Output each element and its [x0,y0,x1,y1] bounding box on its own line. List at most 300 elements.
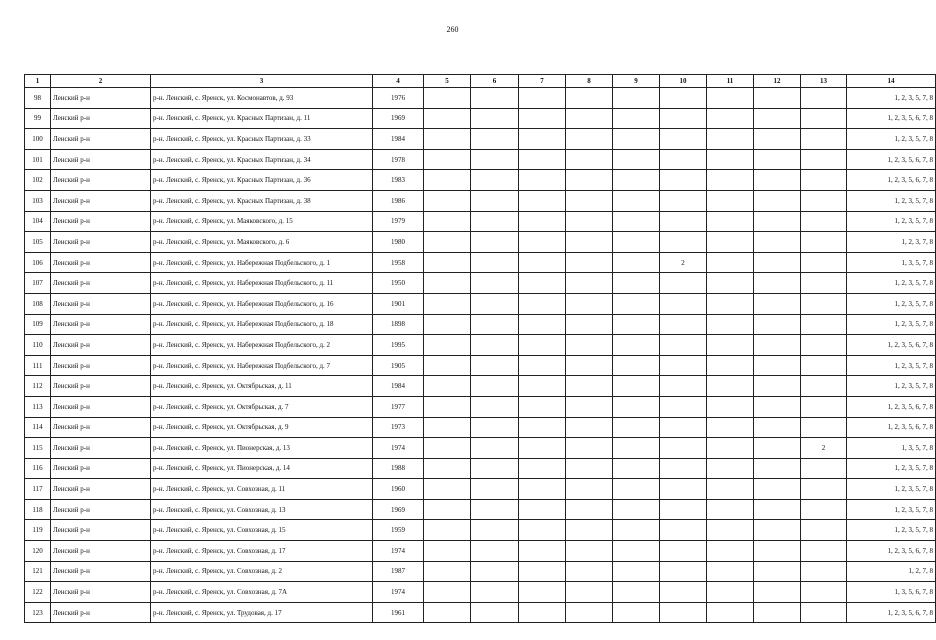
table-row [25,252,936,273]
cell-col-5 [424,232,471,253]
cell-col-11 [707,438,754,459]
cell-col-9 [613,541,660,562]
cell-col-10 [660,335,707,356]
cell-col-11 [707,293,754,314]
header-row [25,75,936,88]
cell-col-7 [519,252,566,273]
cell-address: р-н. Ленский, с. Яренск, ул. Красных Партизан, д. 36 [151,170,373,191]
cell-col-11 [707,211,754,232]
column-header-3: 3 [151,75,373,88]
cell-year: 1974 [373,438,424,459]
cell-col-9 [613,582,660,603]
cell-col-12 [754,396,801,417]
cell-address: р-н. Ленский, с. Яренск, ул. Пионерская, д. 14 [151,458,373,479]
cell-col-8 [566,190,613,211]
cell-row-number: 105 [25,232,51,253]
cell-row-number: 110 [25,335,51,356]
cell-col-6 [471,602,519,623]
cell-col-8 [566,232,613,253]
cell-col-6 [471,561,519,582]
table-row [25,458,936,479]
cell-district: Ленский р-н [51,376,151,397]
cell-district: Ленский р-н [51,252,151,273]
cell-col-13 [801,149,847,170]
cell-district: Ленский р-н [51,438,151,459]
cell-col-7 [519,355,566,376]
cell-col-8 [566,355,613,376]
cell-col-13 [801,335,847,356]
cell-row-number: 112 [25,376,51,397]
cell-col-8 [566,458,613,479]
cell-col-7 [519,211,566,232]
cell-col-7 [519,541,566,562]
cell-col-6 [471,417,519,438]
cell-row-number: 107 [25,273,51,294]
cell-district: Ленский р-н [51,108,151,129]
cell-col-9 [613,314,660,335]
cell-col-12 [754,108,801,129]
cell-col-10 [660,190,707,211]
cell-codes: 1, 2, 3, 7, 8 [847,232,936,253]
column-header-8: 8 [566,75,613,88]
cell-district: Ленский р-н [51,458,151,479]
cell-col-5 [424,458,471,479]
cell-row-number: 113 [25,396,51,417]
cell-col-7 [519,376,566,397]
cell-col-6 [471,211,519,232]
cell-address: р-н. Ленский, с. Яренск, ул. Маяковского, д. 15 [151,211,373,232]
cell-col-13 [801,252,847,273]
cell-col-9 [613,602,660,623]
cell-col-8 [566,479,613,500]
cell-row-number: 119 [25,520,51,541]
cell-col-8 [566,602,613,623]
cell-col-7 [519,273,566,294]
cell-col-6 [471,129,519,150]
cell-year: 1969 [373,108,424,129]
cell-row-number: 117 [25,479,51,500]
cell-col-10 [660,88,707,109]
table-row [25,438,936,459]
column-header-7: 7 [519,75,566,88]
cell-col-11 [707,335,754,356]
cell-col-13 [801,417,847,438]
cell-col-12 [754,499,801,520]
cell-district: Ленский р-н [51,232,151,253]
table-row [25,355,936,376]
cell-col-10 [660,293,707,314]
cell-col-11 [707,88,754,109]
cell-district: Ленский р-н [51,211,151,232]
cell-col-7 [519,396,566,417]
cell-col-7 [519,561,566,582]
cell-col-9 [613,458,660,479]
cell-col-5 [424,314,471,335]
cell-col-9 [613,211,660,232]
cell-col-12 [754,149,801,170]
cell-col-6 [471,314,519,335]
cell-col-8 [566,108,613,129]
cell-col-11 [707,541,754,562]
cell-col-10 [660,211,707,232]
cell-district: Ленский р-н [51,602,151,623]
cell-year: 1974 [373,541,424,562]
cell-col-12 [754,417,801,438]
cell-address: р-н. Ленский, с. Яренск, ул. Красных Партизан, д. 33 [151,129,373,150]
cell-year: 1986 [373,190,424,211]
cell-col-13 [801,314,847,335]
cell-year: 1901 [373,293,424,314]
cell-col-13: 2 [801,438,847,459]
cell-col-7 [519,417,566,438]
cell-col-10 [660,376,707,397]
cell-year: 1988 [373,458,424,479]
cell-year: 1950 [373,273,424,294]
cell-address: р-н. Ленский, с. Яренск, ул. Совхозная, д. 15 [151,520,373,541]
column-header-13: 13 [801,75,847,88]
cell-col-12 [754,479,801,500]
cell-year: 1979 [373,211,424,232]
cell-codes: 1, 2, 3, 5, 7, 8 [847,211,936,232]
cell-col-8 [566,293,613,314]
cell-address: р-н. Ленский, с. Яренск, ул. Красных Партизан, д. 11 [151,108,373,129]
table-row [25,129,936,150]
cell-codes: 1, 2, 3, 5, 6, 7, 8 [847,108,936,129]
cell-col-10 [660,499,707,520]
cell-col-10 [660,314,707,335]
cell-col-10 [660,108,707,129]
cell-district: Ленский р-н [51,541,151,562]
cell-year: 1974 [373,582,424,603]
cell-row-number: 116 [25,458,51,479]
table-row [25,273,936,294]
cell-col-11 [707,232,754,253]
page-number: 260 [446,25,459,34]
cell-codes: 1, 2, 3, 5, 6, 7, 8 [847,541,936,562]
table-row [25,417,936,438]
cell-row-number: 122 [25,582,51,603]
cell-col-13 [801,396,847,417]
cell-codes: 1, 2, 3, 5, 6, 7, 8 [847,149,936,170]
cell-col-7 [519,582,566,603]
cell-col-7 [519,335,566,356]
cell-col-9 [613,149,660,170]
cell-col-5 [424,293,471,314]
cell-col-11 [707,129,754,150]
column-header-5: 5 [424,75,471,88]
cell-col-10 [660,479,707,500]
cell-col-10 [660,458,707,479]
cell-col-6 [471,438,519,459]
table-row [25,88,936,109]
cell-col-13 [801,520,847,541]
cell-col-5 [424,541,471,562]
cell-col-12 [754,314,801,335]
cell-col-6 [471,88,519,109]
cell-col-10 [660,396,707,417]
column-header-1: 1 [25,75,51,88]
cell-col-6 [471,582,519,603]
cell-address: р-н. Ленский, с. Яренск, ул. Набережная Подбельского, д. 7 [151,355,373,376]
cell-district: Ленский р-н [51,314,151,335]
cell-col-5 [424,273,471,294]
cell-col-5 [424,499,471,520]
cell-col-12 [754,561,801,582]
cell-col-13 [801,108,847,129]
cell-col-8 [566,520,613,541]
cell-col-6 [471,170,519,191]
cell-year: 1959 [373,520,424,541]
cell-row-number: 99 [25,108,51,129]
cell-col-9 [613,561,660,582]
cell-codes: 1, 2, 3, 5, 6, 7, 8 [847,602,936,623]
cell-col-7 [519,602,566,623]
cell-col-6 [471,355,519,376]
cell-district: Ленский р-н [51,170,151,191]
cell-year: 1898 [373,314,424,335]
table-row [25,396,936,417]
column-header-12: 12 [754,75,801,88]
cell-col-11 [707,190,754,211]
cell-address: р-н. Ленский, с. Яренск, ул. Набережная Подбельского, д. 1 [151,252,373,273]
cell-col-11 [707,602,754,623]
cell-col-6 [471,458,519,479]
cell-address: р-н. Ленский, с. Яренск, ул. Совхозная, д. 11 [151,479,373,500]
cell-district: Ленский р-н [51,335,151,356]
cell-row-number: 102 [25,170,51,191]
cell-col-12 [754,355,801,376]
cell-codes: 1, 2, 3, 5, 7, 8 [847,314,936,335]
cell-address: р-н. Ленский, с. Яренск, ул. Совхозная, д. 7А [151,582,373,603]
cell-col-12 [754,273,801,294]
table-row [25,232,936,253]
cell-col-11 [707,170,754,191]
cell-col-9 [613,190,660,211]
cell-col-13 [801,232,847,253]
cell-col-10: 2 [660,252,707,273]
cell-address: р-н. Ленский, с. Яренск, ул. Набережная Подбельского, д. 18 [151,314,373,335]
table-row [25,190,936,211]
cell-col-11 [707,376,754,397]
cell-district: Ленский р-н [51,273,151,294]
cell-col-10 [660,417,707,438]
cell-year: 1977 [373,396,424,417]
cell-col-5 [424,129,471,150]
table-row [25,582,936,603]
cell-col-8 [566,149,613,170]
cell-codes: 1, 2, 3, 5, 6, 7, 8 [847,335,936,356]
cell-col-13 [801,602,847,623]
cell-col-8 [566,211,613,232]
cell-col-13 [801,129,847,150]
cell-col-12 [754,520,801,541]
cell-col-8 [566,335,613,356]
table-row [25,149,936,170]
cell-col-7 [519,149,566,170]
cell-col-11 [707,479,754,500]
cell-district: Ленский р-н [51,396,151,417]
cell-year: 1984 [373,129,424,150]
cell-year: 1987 [373,561,424,582]
table-body [25,88,936,623]
cell-col-12 [754,170,801,191]
cell-col-6 [471,479,519,500]
cell-district: Ленский р-н [51,190,151,211]
cell-codes: 1, 2, 3, 5, 6, 7, 8 [847,170,936,191]
cell-district: Ленский р-н [51,582,151,603]
cell-year: 1995 [373,335,424,356]
cell-address: р-н. Ленский, с. Яренск, ул. Набережная Подбельского, д. 16 [151,293,373,314]
cell-col-11 [707,108,754,129]
cell-col-9 [613,479,660,500]
cell-col-10 [660,129,707,150]
cell-col-5 [424,602,471,623]
cell-col-9 [613,273,660,294]
table-row [25,499,936,520]
cell-col-7 [519,458,566,479]
column-header-14: 14 [847,75,936,88]
cell-col-5 [424,376,471,397]
table-row [25,335,936,356]
cell-col-10 [660,561,707,582]
cell-row-number: 115 [25,438,51,459]
cell-col-6 [471,149,519,170]
table-row [25,376,936,397]
cell-col-12 [754,335,801,356]
cell-address: р-н. Ленский, с. Яренск, ул. Красных Партизан, д. 38 [151,190,373,211]
cell-row-number: 101 [25,149,51,170]
cell-col-8 [566,314,613,335]
cell-col-6 [471,252,519,273]
cell-year: 1958 [373,252,424,273]
cell-row-number: 109 [25,314,51,335]
cell-district: Ленский р-н [51,417,151,438]
cell-address: р-н. Ленский, с. Яренск, ул. Совхозная, д. 13 [151,499,373,520]
cell-year: 1978 [373,149,424,170]
cell-row-number: 118 [25,499,51,520]
cell-codes: 1, 2, 3, 5, 7, 8 [847,458,936,479]
cell-col-12 [754,438,801,459]
cell-col-10 [660,273,707,294]
cell-year: 1961 [373,602,424,623]
cell-col-13 [801,376,847,397]
cell-col-5 [424,355,471,376]
cell-col-12 [754,458,801,479]
cell-district: Ленский р-н [51,561,151,582]
cell-col-6 [471,520,519,541]
table-row [25,479,936,500]
cell-address: р-н. Ленский, с. Яренск, ул. Маяковского, д. 6 [151,232,373,253]
cell-row-number: 108 [25,293,51,314]
cell-col-9 [613,170,660,191]
cell-col-12 [754,88,801,109]
cell-col-12 [754,582,801,603]
cell-col-6 [471,190,519,211]
cell-codes: 1, 2, 3, 5, 7, 8 [847,355,936,376]
cell-col-8 [566,129,613,150]
cell-district: Ленский р-н [51,129,151,150]
cell-col-11 [707,499,754,520]
cell-col-8 [566,396,613,417]
cell-row-number: 106 [25,252,51,273]
cell-row-number: 98 [25,88,51,109]
cell-col-9 [613,108,660,129]
cell-col-12 [754,602,801,623]
cell-col-9 [613,438,660,459]
cell-codes: 1, 2, 3, 5, 7, 8 [847,190,936,211]
table-header [25,75,936,88]
cell-col-9 [613,232,660,253]
cell-col-10 [660,582,707,603]
cell-district: Ленский р-н [51,88,151,109]
cell-codes: 1, 2, 3, 5, 6, 7, 8 [847,417,936,438]
cell-row-number: 104 [25,211,51,232]
cell-row-number: 114 [25,417,51,438]
cell-address: р-н. Ленский, с. Яренск, ул. Октябрьская, д. 11 [151,376,373,397]
cell-codes: 1, 2, 3, 5, 7, 8 [847,88,936,109]
column-header-2: 2 [51,75,151,88]
table-row [25,170,936,191]
cell-col-13 [801,561,847,582]
cell-col-5 [424,335,471,356]
cell-address: р-н. Ленский, с. Яренск, ул. Пионерская, д. 13 [151,438,373,459]
cell-row-number: 121 [25,561,51,582]
cell-col-13 [801,88,847,109]
cell-col-11 [707,273,754,294]
cell-district: Ленский р-н [51,520,151,541]
cell-col-7 [519,499,566,520]
cell-year: 1980 [373,232,424,253]
registry-table [24,74,936,623]
cell-col-13 [801,170,847,191]
cell-year: 1973 [373,417,424,438]
cell-col-12 [754,232,801,253]
cell-col-5 [424,252,471,273]
cell-col-11 [707,582,754,603]
cell-col-5 [424,479,471,500]
cell-col-6 [471,541,519,562]
cell-col-13 [801,293,847,314]
cell-col-11 [707,520,754,541]
cell-col-6 [471,376,519,397]
cell-codes: 1, 3, 5, 6, 7, 8 [847,582,936,603]
table-row [25,211,936,232]
cell-col-5 [424,561,471,582]
cell-district: Ленский р-н [51,499,151,520]
cell-col-6 [471,273,519,294]
cell-col-9 [613,129,660,150]
column-header-9: 9 [613,75,660,88]
cell-col-5 [424,149,471,170]
cell-col-8 [566,541,613,562]
cell-col-5 [424,88,471,109]
cell-col-5 [424,396,471,417]
cell-row-number: 123 [25,602,51,623]
cell-codes: 1, 2, 7, 8 [847,561,936,582]
cell-col-7 [519,170,566,191]
table-row [25,108,936,129]
cell-address: р-н. Ленский, с. Яренск, ул. Трудовая, д. 17 [151,602,373,623]
cell-district: Ленский р-н [51,149,151,170]
cell-codes: 1, 2, 3, 5, 7, 8 [847,293,936,314]
cell-col-12 [754,190,801,211]
cell-col-8 [566,170,613,191]
cell-address: р-н. Ленский, с. Яренск, ул. Красных Партизан, д. 34 [151,149,373,170]
cell-col-8 [566,561,613,582]
cell-col-12 [754,211,801,232]
cell-col-9 [613,499,660,520]
cell-col-7 [519,88,566,109]
